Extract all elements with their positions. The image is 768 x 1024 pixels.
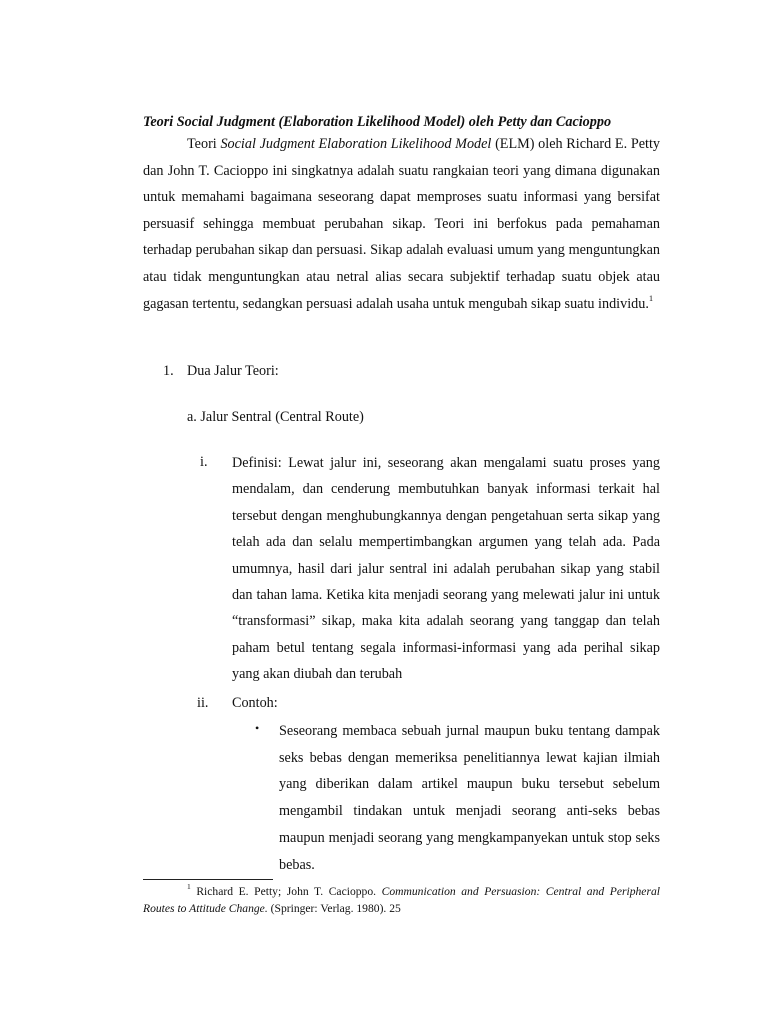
roman-marker-i: i.	[200, 454, 208, 470]
list-marker-1: 1.	[163, 363, 174, 379]
footnote-publisher: (Springer: Verlag. 1980). 25	[267, 902, 401, 915]
example-label: Contoh:	[232, 695, 278, 711]
sub-item-a: a. Jalur Sentral (Central Route)	[187, 409, 364, 425]
footnote-reference[interactable]: 1	[648, 292, 654, 303]
example-bullet-text: Seseorang membaca sebuah jurnal maupun buku tentang dampak seks bebas dengan memeriksa penelitiannya lewat kajian ilmiah yang diberikan dalam artikel maupun buku tersebut sebelum mengambil tindakan untuk menjadi seorang anti-seks bebas maupun menjadi seorang yang mengkampanyekan untuk stop seks bebas.	[279, 723, 660, 873]
roman-marker-ii: ii.	[197, 695, 209, 711]
intro-body: (ELM) oleh Richard E. Petty dan John T. Cacioppo ini singkatnya adalah suatu rangkaian teori yang dimana digunakan untuk memahami bagaimana seseorang dapat memproses suatu informasi yang bersifat persuasif sehingga membuat perubahan sikap. Teori ini berfokus pada pemahaman terhadap perubahan sikap dan persuasi. Sikap adalah evaluasi umum yang menguntungkan atau tidak menguntungkan atau netral alias secara subjektif terhadap suatu objek atau gagasan tertentu, sedangkan persuasi adalah usaha untuk mengubah sikap suatu individu.	[143, 136, 660, 312]
definition-paragraph	[232, 450, 660, 688]
intro-paragraph	[143, 131, 660, 317]
list-item-1-text: Dua Jalur Teori:	[187, 363, 279, 379]
definition-text: Definisi: Lewat jalur ini, seseorang akan mengalami suatu proses yang mendalam, dan cenderung membutuhkan banyak informasi terkait hal tersebut dengan menghubungkannya dengan pengetahuan serta sikap yang telah ada dan selalu mempertimbangkan argumen yang telah ada. Pada umumnya, hasil dari jalur sentral ini adalah perubahan sikap yang stabil dan tahan lama. Ketika kita menjadi seorang yang melewati jalur ini untuk “transformasi” sikap, maka kita adalah seorang yang tanggap dan telah paham betul tentang segala informasi-informasi yang ada perihal sikap yang akan diubah dan terubah	[232, 455, 660, 683]
footnote-divider	[143, 879, 273, 880]
footnote-title: Communication and Persuasion: Central and Peripheral Routes to Attitude Change.	[143, 885, 660, 915]
footnote-number: 1	[187, 882, 191, 892]
intro-lead: Teori	[187, 136, 221, 152]
bullet-marker: •	[255, 721, 260, 735]
footnote-authors: Richard E. Petty; John T. Cacioppo.	[190, 885, 382, 898]
intro-term: Social Judgment Elaboration Likelihood Model	[220, 136, 492, 152]
section-heading: Teori Social Judgment (Elaboration Likelihood Model) oleh Petty dan Cacioppo	[143, 114, 612, 130]
footnote	[143, 883, 660, 917]
